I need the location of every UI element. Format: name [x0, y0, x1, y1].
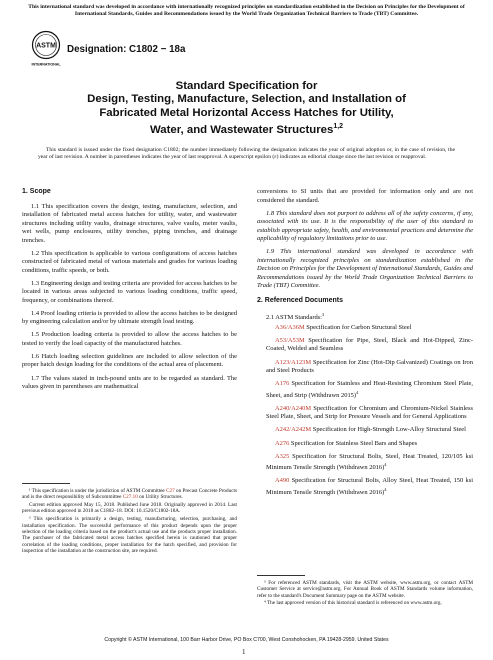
scope-1-4: 1.4 Proof loading criteria is provided to allow the access hatches to be designed by engineering calculation and/or by ultimate strength load testing.: [22, 309, 237, 326]
reference-title: Specification for Zinc (Hot-Dip Galvanized) Coatings on Iron and Steel Products: [266, 358, 473, 375]
footnote-3: ³ For referenced ASTM standards, visit the ASTM website, www.astm.org, or contact ASTM Customer Service at service@astm.org. For Annual Book of ASTM Standards volume information, refer to the standard's Document Summary page on the ASTM website.: [257, 580, 473, 599]
scope-1-2: 1.2 This specification is applicable to various configurations of access hatches constructed of fabricated metal of various materials and grades for various loading conditions, traffic speeds, or both.: [22, 249, 237, 274]
reference-list: [257, 324, 473, 498]
reference-footnote-mark: 4: [384, 462, 387, 468]
footnotes-right: [257, 580, 473, 608]
reference-footnote-mark: 4: [356, 389, 359, 395]
astm-logo: [31, 30, 61, 68]
title-line-4-text: Water, and Wastewater Structures: [149, 124, 334, 137]
reference-title: Specification for Stainless Steel Bars and Shapes: [289, 439, 418, 447]
footnote-rule-right: [257, 575, 305, 576]
copyright-footer: Copyright © ASTM International, 100 Barr Harbor Drive, PO Box C700, West Conshohocken, PA 19428-2959. United States: [104, 637, 389, 643]
reference-code-link[interactable]: A123/A123M: [275, 358, 312, 366]
footnote-2: ² This specification is primarily a design, testing, manufacturing, selection, purchasing, and installation specification. The successful performance of this product depends upon the proper selection of the loading criteria based on the product's actual use and the products proper installation. The purchaser of the fabricated metal access hatches specified herein is cautioned that proper correlation of the loading conditions, proper installation for the hatch specified, and provision for inspection of the installation at the construction site, are required.: [22, 516, 237, 554]
svg-text:INTERNATIONAL: INTERNATIONAL: [31, 62, 61, 67]
reference-item: [257, 405, 473, 422]
astm-standards-subheading: [257, 311, 473, 323]
title-line-1: Standard Specification for: [175, 80, 318, 92]
footnote-1-text-a: ¹ This specification is under the jurisdiction of ASTM Committee: [29, 488, 167, 494]
reference-title: Specification for Carbon Structural Steel: [304, 323, 412, 331]
astm-standards-label: 2.1 ASTM Standards:: [266, 314, 322, 322]
footnote-1-edition: Current edition approved May 15, 2018. Published June 2018. Originally approved in 2014. Last previous edition approved in 2018 as C1802–18. DOI: 10.1520/C1802-18A.: [22, 502, 237, 515]
title-superscript: 1,2: [333, 123, 344, 131]
footnote-1: [22, 488, 237, 501]
reference-code-link[interactable]: A53/A53M: [275, 336, 305, 344]
reference-title: Specification for Stainless and Heat-Resisting Chromium Steel Plate, Sheet, and Strip (Withdrawn 2015): [266, 380, 473, 399]
footnotes-left: [22, 488, 237, 556]
title-line-4: [40, 120, 453, 137]
reference-item: [257, 477, 473, 497]
document-title: [40, 80, 453, 137]
reference-item: [257, 440, 473, 449]
reference-footnote-mark: 4: [384, 486, 387, 492]
designation: Designation: C1802 − 18a: [67, 44, 186, 55]
reference-title: Specification for Pipe, Steel, Black and Hot-Dipped, Zinc-Coated, Welded and Seamless: [266, 336, 473, 353]
reference-title: Specification for Structural Bolts, Steel, Heat Treated, 120/105 ksi Minimum Tensile Strength (Withdrawn 2016): [266, 452, 473, 472]
reference-code-link[interactable]: A240/A240M: [275, 404, 312, 412]
reference-code-link[interactable]: A490: [275, 477, 290, 485]
reference-title: Specification for Chromium and Chromium-Nickel Stainless Steel Plate, Sheet, and Strip for Pressure Vessels and for General Applications: [266, 404, 473, 421]
reference-item: [257, 380, 473, 400]
scope-1-9: 1.9 This international standard was developed in accordance with internationally recognized principles on standardization established in the Decision on Principles for the Development of International Standards, Guides and Recommendations issued by the World Trade Organization Technical Barriers to Trade (TBT) Committee.: [257, 248, 473, 290]
subcommittee-c27-10-link[interactable]: C27.10: [122, 494, 138, 501]
reference-code-link[interactable]: A242/A242M: [275, 426, 312, 434]
astm-standards-sup: 3: [321, 312, 325, 318]
reference-code-link[interactable]: A325: [275, 452, 290, 460]
scope-1-6: 1.6 Hatch loading selection guidelines are included to allow selection of the proper hatch design loading for the conditions of the actual area of placement.: [22, 352, 237, 369]
title-line-2: Design, Testing, Manufacture, Selection, and Installation of: [87, 93, 406, 106]
scope-1-7-continued: conversions to SI units that are provided for information only and are not considered the standard.: [257, 188, 473, 204]
scope-1-7: 1.7 The values stated in inch-pound units are to be regarded as standard. The values given in parentheses are mathematical: [22, 374, 237, 391]
reference-item: [257, 337, 473, 354]
footnote-1-text-c: on Utility Structures.: [137, 494, 183, 501]
scope-1-8: 1.8 This standard does not purport to address all of the safety concerns, if any, associated with its use. It is the responsibility of the user of this standard to establish appropriate safety, health, and environmental practices and determine the applicability of regulatory limitations prior to use.: [257, 209, 473, 243]
referenced-documents-heading: 2. Referenced Documents: [257, 296, 343, 304]
reference-code-link[interactable]: A276: [275, 439, 290, 447]
reference-code-link[interactable]: A176: [275, 380, 290, 388]
reference-title: Specification for Structural Bolts, Alloy Steel, Heat Treated, 150 ksi Minimum Tensile Strength (Withdrawn 2016): [266, 477, 473, 496]
right-column: [257, 188, 473, 502]
committee-c27-link[interactable]: C27: [166, 488, 175, 494]
scope-heading: 1. Scope: [22, 188, 51, 195]
svg-text:ASTM: ASTM: [36, 42, 56, 50]
footnote-rule-left: [22, 483, 70, 484]
reference-item: [257, 426, 473, 435]
scope-1-1: 1.1 This specification covers the design, testing, manufacture, selection, and installation of fabricated metal access hatches for utility, water, and wastewater structures including utility vaults, drainage structures, valve vaults, meter vaults, wet wells, pump enclosures, utility trenches, piping trenches, and drainage trenches.: [22, 202, 237, 244]
tbt-notice: This international standard was developed in accordance with internationally recognized principles on standardization established in the Decision on Principles for the Development of International Standards, Guides and Recommendations issued by the World Trade Organization Technical Barriers to Trade (TBT) Committee.: [28, 4, 465, 17]
reference-item: [257, 453, 473, 473]
footnote-4: ⁴ The last approved version of this historical standard is referenced on www.astm.org.: [264, 600, 442, 607]
reference-code-link[interactable]: A36/A36M: [275, 323, 305, 331]
page-number: 1: [242, 648, 246, 656]
footnote-1-text-b: on Precast Concrete Products and is the direct responsibility of Subcommittee: [22, 488, 237, 501]
title-line-3: Fabricated Metal Horizontal Access Hatches for Utility,: [99, 106, 394, 119]
scope-1-5: 1.5 Production loading criteria is provided to allow the access hatches to be tested to verify the load capacity of the manufactured hatches.: [22, 331, 237, 347]
scope-1-3: 1.3 Engineering design and testing criteria are provided for access hatches to be located in various areas subjected to various loading conditions, traffic speed, frequency, or combinations thereof.: [22, 279, 237, 304]
left-column: [22, 188, 237, 396]
reference-item: [257, 324, 473, 333]
reference-title: Specification for High-Strength Low-Alloy Structural Steel: [311, 426, 466, 434]
preamble: This standard is issued under the fixed designation C1802; the number immediately following the designation indicates the year of original adoption or, in the case of revision, the year of last revision. A number in parentheses indicates the year of last reapproval. A superscript epsilon (ε) indicates an editorial change since the last revision or reapproval.: [38, 147, 455, 160]
reference-item: [257, 359, 473, 376]
